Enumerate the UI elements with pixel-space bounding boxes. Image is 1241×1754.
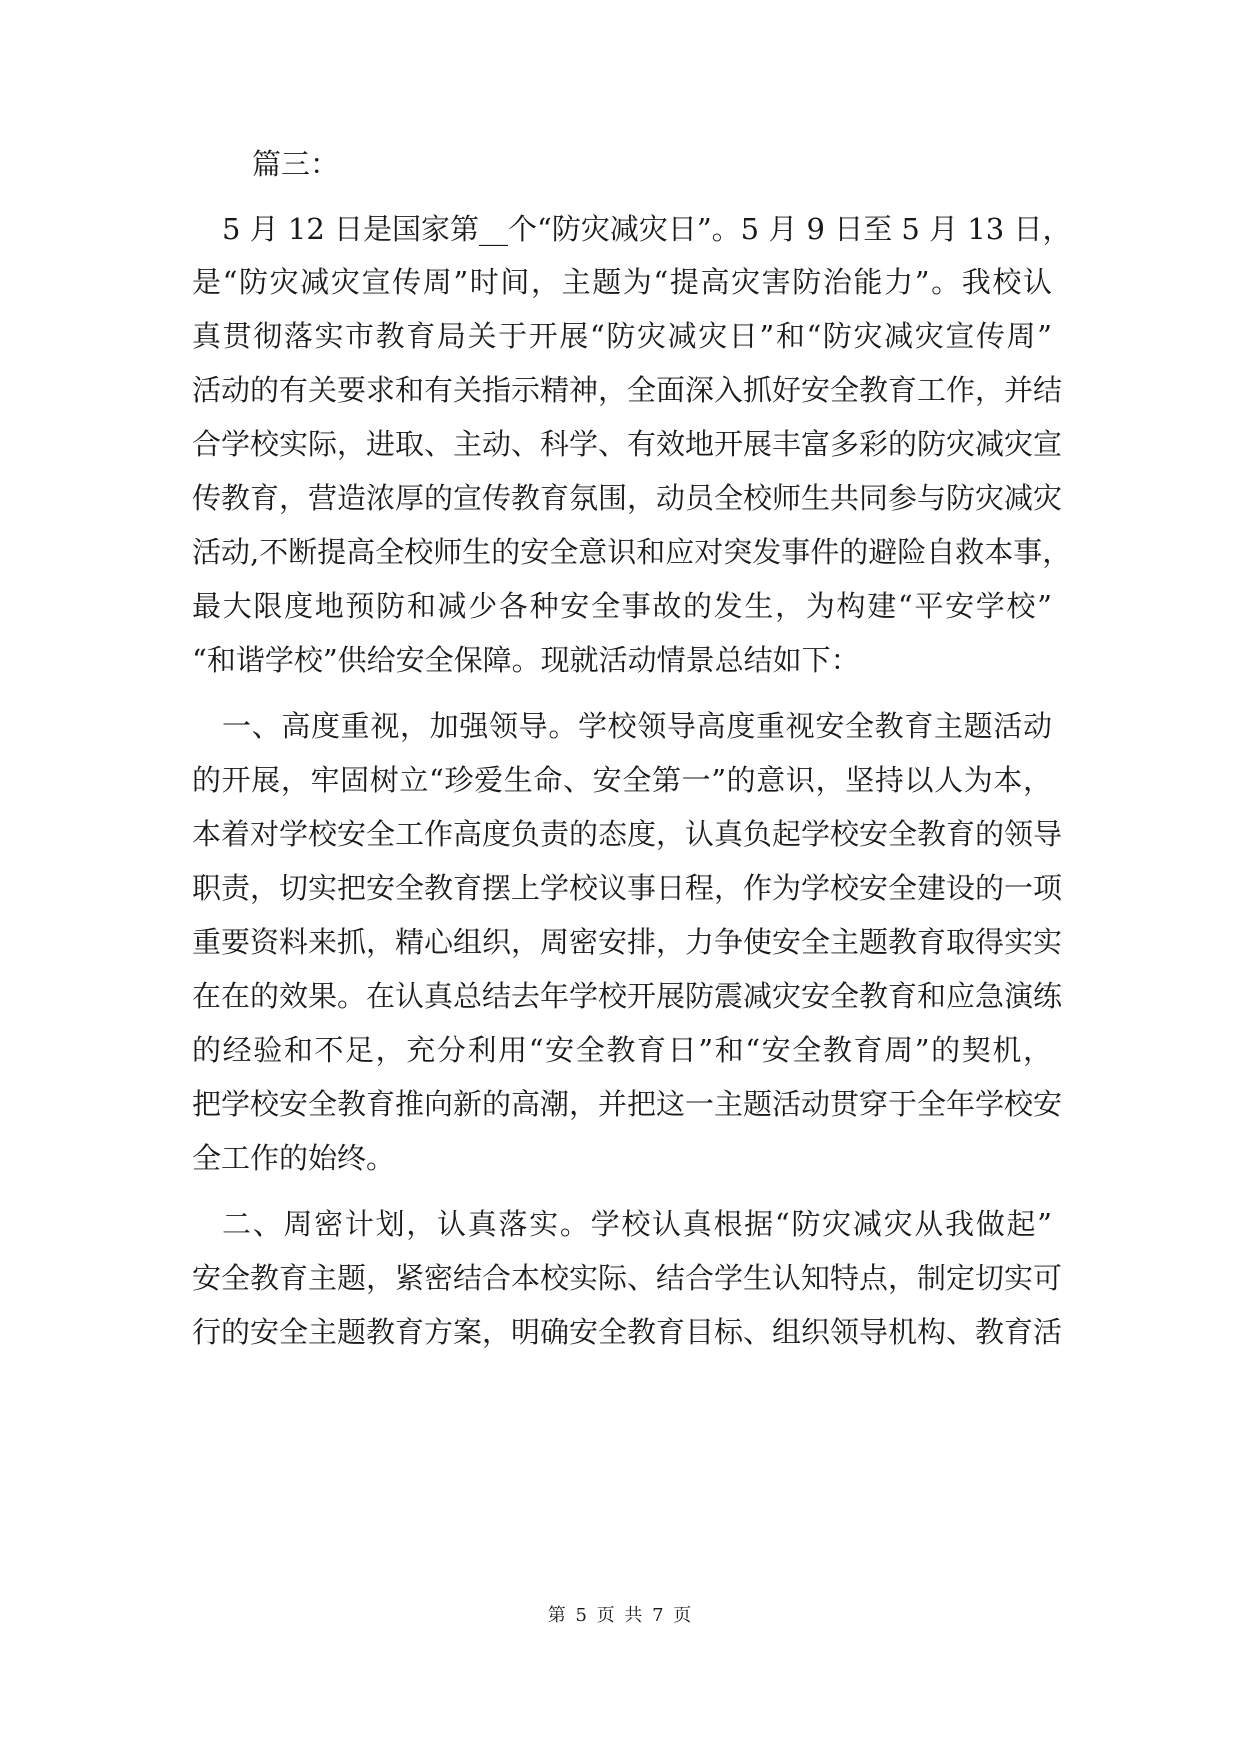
page-number-footer: 第 5 页 共 7 页	[547, 1605, 694, 1626]
paragraph-line: 在在的效果。在认真总结去年学校开展防震减灾安全教育和应急演练	[192, 979, 1063, 1013]
paragraph-line: 的开展，牢固树立“珍爱生命、安全第一”的意识，坚持以人为本，	[192, 763, 1052, 797]
paragraph-line: 是“防灾减灾宣传周”时间，主题为“提高灾害防治能力”。我校认	[192, 265, 1052, 299]
paragraph-line: 的经验和不足，充分利用“安全教育日”和“安全教育周”的契机，	[192, 1033, 1052, 1067]
paragraph-line: 5 月 12 日是国家第__个“防灾减灾日”。5 月 9 日至 5 月 13 日，	[222, 212, 1072, 246]
paragraph-line: 真贯彻落实市教育局关于开展“防灾减灾日”和“防灾减灾宣传周”	[192, 319, 1052, 353]
paragraph-line: 重要资料来抓，精心组织，周密安排，力争使安全主题教育取得实实	[192, 925, 1063, 959]
paragraph-line: 传教育，营造浓厚的宣传教育氛围，动员全校师生共同参与防灾减灾	[192, 481, 1063, 515]
paragraph-line: 本着对学校安全工作高度负责的态度，认真负起学校安全教育的领导	[192, 817, 1063, 851]
paragraph-line: 活动的有关要求和有关指示精神，全面深入抓好安全教育工作，并结	[192, 373, 1063, 407]
paragraph-line: 安全教育主题，紧密结合本校实际、结合学生认知特点，制定切实可	[192, 1261, 1063, 1295]
paragraph-line: 把学校安全教育推向新的高潮，并把这一主题活动贯穿于全年学校安	[192, 1087, 1063, 1121]
paragraph-line: 二、周密计划，认真落实。学校认真根据“防灾减灾从我做起”	[222, 1207, 1052, 1241]
paragraph-line: 活动,不断提高全校师生的安全意识和应对突发事件的避险自救本事，	[192, 535, 1072, 569]
paragraph-line: 全工作的始终。	[192, 1141, 396, 1175]
paragraph-line: 职责，切实把安全教育摆上学校议事日程，作为学校安全建设的一项	[192, 871, 1063, 905]
section-heading: 篇三：	[252, 147, 340, 181]
paragraph-line: 一、高度重视，加强领导。学校领导高度重视安全教育主题活动	[222, 709, 1052, 743]
paragraph-line: 行的安全主题教育方案，明确安全教育目标、组织领导机构、教育活	[192, 1315, 1063, 1349]
paragraph-line: “和谐学校”供给安全保障。现就活动情景总结如下：	[192, 643, 860, 677]
paragraph-line: 合学校实际，进取、主动、科学、有效地开展丰富多彩的防灾减灾宣	[192, 427, 1063, 461]
paragraph-line: 最大限度地预防和减少各种安全事故的发生，为构建“平安学校”	[192, 589, 1052, 623]
